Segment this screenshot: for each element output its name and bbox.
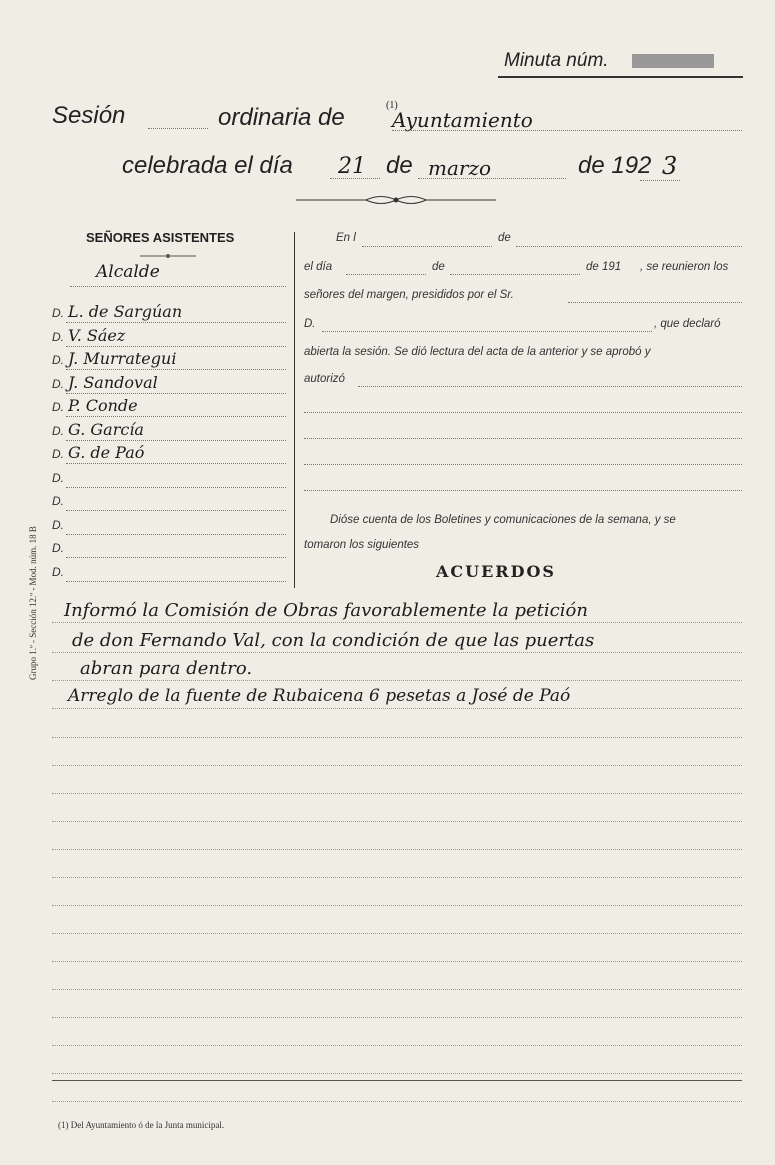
form-line2: señores del margen, presididos por el Sr. — [304, 289, 514, 301]
footnote-rule — [52, 1080, 742, 1081]
attendee-name: J. Sandoval — [68, 373, 158, 392]
form-declaro: , que declaró — [654, 318, 721, 330]
footnote-mark: (1) — [386, 100, 398, 111]
attendee-prefix: D. — [52, 565, 64, 579]
attendee-prefix: D. — [52, 306, 64, 320]
form-reunieron: , se reunieron los — [640, 261, 729, 273]
footnote-text: (1) Del Ayuntamiento ó de la Junta municipal. — [58, 1120, 225, 1130]
governing-body-handwritten: Ayuntamiento — [392, 108, 533, 132]
form-de2: de — [432, 261, 445, 273]
attendee-name: V. Sáez — [68, 326, 126, 345]
minute-line: abran para dentro. — [80, 658, 253, 679]
year-label: de 192 — [578, 152, 652, 179]
day-handwritten: 21 — [338, 154, 366, 179]
attendee-prefix: D. — [52, 377, 64, 391]
form-el-dia: el día — [304, 261, 333, 273]
acuerdos-heading: ACUERDOS — [436, 562, 556, 581]
president-handwritten: Alcalde — [96, 262, 160, 282]
attendee-prefix: D. — [52, 353, 64, 367]
attendees-ornament-icon — [140, 252, 196, 260]
ordinaria-label: ordinaria de — [218, 104, 345, 131]
attendee-prefix: D. — [52, 471, 64, 485]
attendee-name: G. García — [68, 420, 144, 439]
form-en-label: En l — [336, 232, 356, 244]
held-label: celebrada el día — [122, 152, 293, 179]
form-autorizo: autorizó — [304, 373, 345, 385]
attendee-name: G. de Paó — [68, 443, 145, 462]
ornament-divider-icon — [296, 192, 496, 208]
minute-line: Arreglo de la fuente de Rubaicena 6 pesetas a José de Paó — [68, 686, 571, 706]
session-label: Sesión — [52, 102, 126, 129]
attendee-prefix: D. — [52, 541, 64, 555]
form-dioses-1: Dióse cuenta de los Boletines y comunicaciones de la semana, y se — [330, 514, 676, 526]
attendee-name: J. Murrategui — [68, 349, 177, 368]
minute-number-label: Minuta núm. — [504, 50, 609, 71]
form-model-side-text: Grupo 1.º - Sección 12.º - Mod. núm. 18 B — [28, 526, 38, 680]
minute-number-blank — [632, 54, 714, 68]
month-handwritten: marzo — [428, 156, 492, 180]
form-de191: de 191 — [586, 261, 622, 273]
attendee-prefix: D. — [52, 424, 64, 438]
column-divider — [294, 232, 295, 588]
minute-line: Informó la Comisión de Obras favorablemente la petición — [64, 600, 588, 621]
form-de-label: de — [498, 232, 511, 244]
year-digit-handwritten: 3 — [662, 152, 678, 180]
attendee-prefix: D. — [52, 518, 64, 532]
minute-number-box — [498, 48, 743, 78]
attendee-prefix: D. — [52, 494, 64, 508]
form-dioses-2: tomaron los siguientes — [304, 539, 420, 551]
form-d-label: D. — [304, 318, 316, 330]
attendee-prefix: D. — [52, 400, 64, 414]
minute-line: de don Fernando Val, con la condición de que las puertas — [72, 630, 595, 651]
attendee-name: P. Conde — [68, 396, 138, 415]
attendee-name: L. de Sargúan — [68, 302, 183, 321]
attendees-title: SEÑORES ASISTENTES — [86, 230, 235, 245]
attendee-prefix: D. — [52, 447, 64, 461]
attendee-prefix: D. — [52, 330, 64, 344]
de-label: de — [386, 152, 413, 179]
form-line4: abierta la sesión. Se dió lectura del acta de la anterior y se aprobó y — [304, 346, 651, 358]
